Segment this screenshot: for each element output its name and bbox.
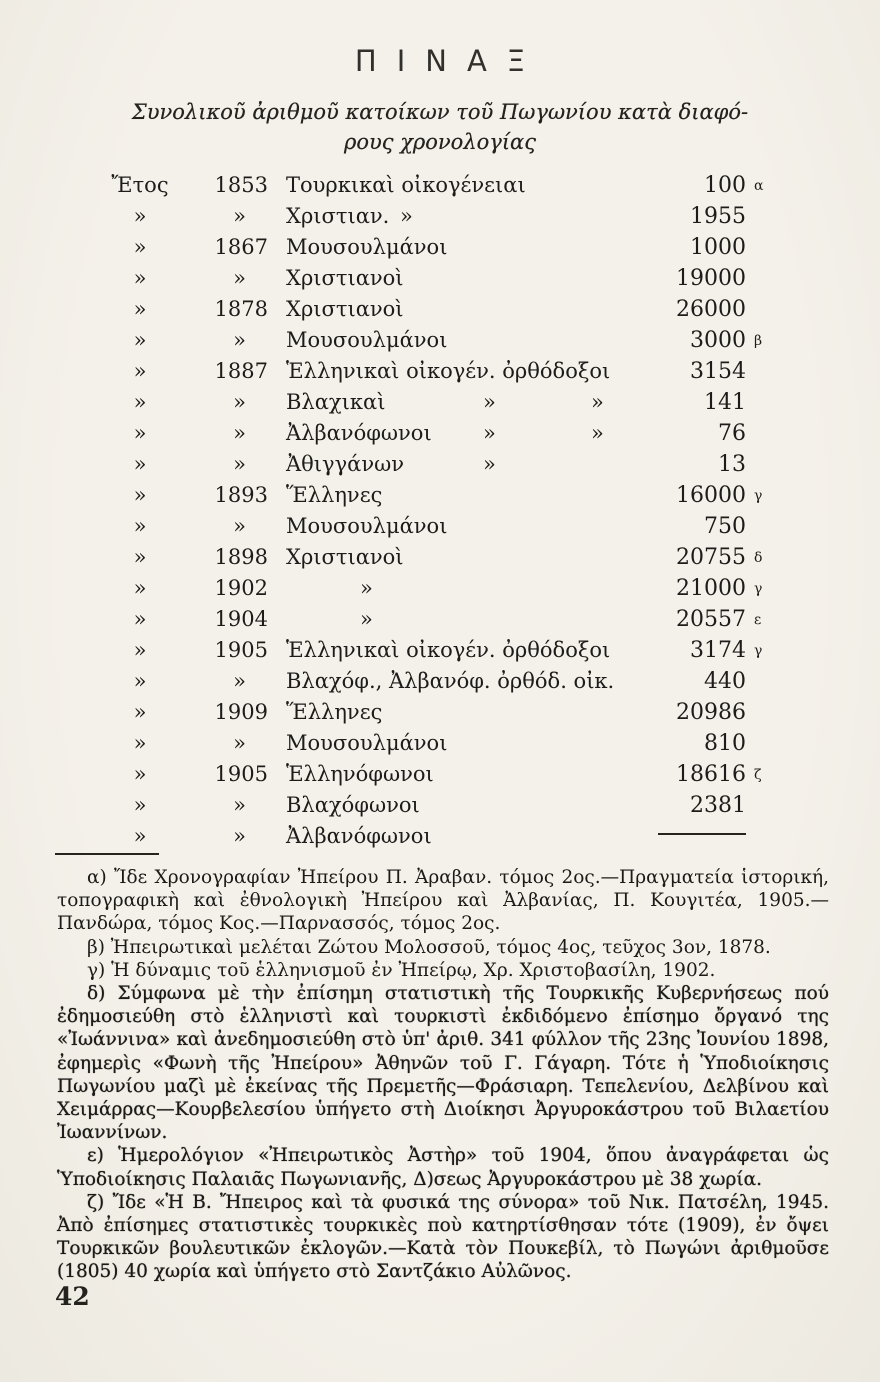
ditto-mark: » <box>591 421 604 445</box>
era-cell: » <box>133 731 147 755</box>
era-cell: » <box>133 235 147 259</box>
value-cell: 100 <box>704 173 746 198</box>
table-row <box>98 542 788 573</box>
population-table <box>98 170 788 852</box>
era-cell: » <box>133 421 147 445</box>
ditto-mark: » <box>400 204 413 228</box>
description-cell: Βλαχόφ., Ἀλβανόφ. ὀρθόδ. οἰκ. <box>286 669 615 693</box>
year-cell: » <box>233 824 246 848</box>
table-row <box>98 294 788 325</box>
note-marker: γ <box>754 643 763 659</box>
year-cell: 1905 <box>214 638 268 662</box>
description-cell: Ἀλβανόφωνοι » » <box>286 418 666 449</box>
table-row <box>98 604 788 635</box>
era-cell: » <box>133 793 147 817</box>
description-cell: Ἑλληνόφωνοι <box>286 762 434 786</box>
table-row <box>98 263 788 294</box>
era-cell: » <box>133 700 147 724</box>
table-row <box>98 573 788 604</box>
table-row <box>98 356 788 387</box>
era-cell: » <box>133 452 147 476</box>
value-cell: 18616 <box>676 762 746 787</box>
ditto-mark: » <box>360 607 373 631</box>
note-marker: ζ <box>754 767 762 783</box>
value-cell: 3154 <box>690 359 746 384</box>
value-cell: 1955 <box>690 204 746 229</box>
year-cell: 1909 <box>214 700 268 724</box>
table-row <box>98 821 788 852</box>
table-row <box>98 666 788 697</box>
year-cell: » <box>233 731 246 755</box>
value-cell: 141 <box>704 390 746 415</box>
description-cell: Τουρκικαὶ οἰκογένειαι <box>286 173 526 197</box>
note-marker: γ <box>754 581 763 597</box>
table-subtitle <box>0 97 880 157</box>
note-marker: β <box>754 333 763 349</box>
description-cell: Μουσουλμάνοι <box>286 514 448 538</box>
year-cell: 1902 <box>214 576 268 600</box>
subtitle-line-1: Συνολικοῦ ἀριθμοῦ κατοίκων τοῦ Πωγωνίου κατὰ διαφό- <box>131 100 749 124</box>
era-cell: » <box>133 762 147 786</box>
table-row <box>98 759 788 790</box>
table-row <box>98 728 788 759</box>
table-row <box>98 170 788 201</box>
page-title: ΠΙΝΑΞ <box>354 44 546 78</box>
year-cell: » <box>233 328 246 352</box>
year-cell: » <box>233 669 246 693</box>
year-cell: » <box>233 421 246 445</box>
ditto-mark: » <box>483 390 496 414</box>
footnote: δ) Σύμφωνα μὲ τὴν ἐπίσημη στατιστικὴ τῆς Τουρκικῆς Κυβερνήσεως πού ἐδημοσιεύθη στὸ ἑλληνιστὶ καὶ τουρκιστὶ ἐκδιδόμενο ἐπίσημο ὄργανό της «Ἰωάννινα» καὶ ἀνεδημοσιεύθη στὸ ὑπ' ἀριθ. 341 φύλλον τῆς 23ης Ἰουνίου 1898, ἐφημερὶς «Φωνὴ τῆς Ἠπείρου» Ἀθηνῶν τοῦ Γ. Γάγαρη. Τότε ἡ Ὑποδιοίκησις Πωγωνίου μαζὶ μὲ ἐκείνας τῆς Πρεμετῆς—Φράσιαρη. Τεπελενίου, Δελβίνου καὶ Χειμάρρας—Κουρβελεσίου ὑπήγετο στὴ Διοίκησι Ἀργυροκάστρου τοῦ Βιλαετίου Ἰωαννίνων. <box>57 983 829 1144</box>
year-cell: » <box>233 204 246 228</box>
description-cell: Βλαχικαὶ » » <box>286 387 666 418</box>
era-cell: » <box>133 359 147 383</box>
value-cell: 3174 <box>690 638 746 663</box>
table-row <box>98 418 788 449</box>
era-cell: » <box>133 204 147 228</box>
subtitle-line-2: ρους χρονολογίας <box>344 130 536 154</box>
era-cell: » <box>133 824 147 848</box>
value-cell: 16000 <box>676 483 746 508</box>
value-cell: 20755 <box>676 545 746 570</box>
description-cell: Ἑλληνικαὶ οἰκογέν. ὀρθόδοξοι <box>286 638 611 662</box>
ditto-mark: » <box>483 452 496 476</box>
ditto-mark: » <box>591 390 604 414</box>
table-row <box>98 697 788 728</box>
table-row <box>98 511 788 542</box>
year-cell: 1904 <box>214 607 268 631</box>
era-cell: » <box>133 669 147 693</box>
era-cell: » <box>133 576 147 600</box>
description-cell: Ἀθιγγάνων » <box>286 449 666 480</box>
table-row <box>98 232 788 263</box>
era-cell: » <box>133 390 147 414</box>
value-cell: 440 <box>704 669 746 694</box>
footnote: ε) Ἡμερολόγιον «Ἠπειρωτικὸς Ἀστὴρ» τοῦ 1904, ὅπου ἀναγράφεται ὡς Ὑποδιοίκησις Παλαιᾶς Πωγωνιανῆς, Δ)σεως Ἀργυροκάστρου μὲ 38 χωρία. <box>57 1145 829 1190</box>
value-cell: 20986 <box>676 700 746 725</box>
description-cell: Χριστιανοὶ <box>286 297 404 321</box>
era-cell: » <box>133 607 147 631</box>
value-cell <box>634 821 746 852</box>
description-cell: Ἑλληνικαὶ οἰκογέν. ὀρθόδοξοι <box>286 359 611 383</box>
value-cell: 3000 <box>690 328 746 353</box>
description-cell: Χριστιαν. » <box>286 201 666 232</box>
description-cell: Μουσουλμάνοι <box>286 328 448 352</box>
table-row <box>98 387 788 418</box>
page-number: 42 <box>55 1282 90 1311</box>
era-cell: Ἔτος <box>111 173 169 197</box>
description-cell: Χριστιανοὶ <box>286 266 404 290</box>
year-cell: » <box>233 514 246 538</box>
table-row <box>98 480 788 511</box>
table-row <box>98 635 788 666</box>
era-cell: » <box>133 514 147 538</box>
value-cell: 26000 <box>676 297 746 322</box>
value-cell: 2381 <box>690 793 746 818</box>
value-cell: 810 <box>704 731 746 756</box>
footnote-separator <box>55 853 159 855</box>
table-row <box>98 790 788 821</box>
year-cell: » <box>233 452 246 476</box>
footnote: β) Ἠπειρωτικαὶ μελέται Ζώτου Μολοσσοῦ, τόμος 4ος, τεῦχος 3ον, 1878. <box>87 936 771 958</box>
era-cell: » <box>133 297 147 321</box>
year-cell: » <box>233 266 246 290</box>
description-cell: Ἕλληνες <box>286 483 383 507</box>
era-cell: » <box>133 328 147 352</box>
era-cell: » <box>133 266 147 290</box>
description-cell: Βλαχόφωνοι <box>286 793 420 817</box>
description-cell: Μουσουλμάνοι <box>286 731 448 755</box>
value-cell: 76 <box>718 421 746 446</box>
year-cell: 1893 <box>214 483 268 507</box>
value-cell: 19000 <box>676 266 746 291</box>
era-cell: » <box>133 545 147 569</box>
footnote: α) Ἴδε Χρονογραφίαν Ἠπείρου Π. Ἀραβαν. τόμος 2ος.—Πραγματεία ἱστορική, τοπογραφικὴ καὶ ἐθνολογικὴ Ἠπείρου καὶ Ἀλβανίας, Π. Κουγιτέα, 1905.— Πανδώρα, τόμος Κος.—Παρνασσός, τόμος 2ος. <box>57 867 829 935</box>
description-cell: Χριστιανοὶ <box>286 545 404 569</box>
value-cell: 13 <box>718 452 746 477</box>
table-row <box>98 201 788 232</box>
footnote: ζ) Ἴδε «Ἡ Β. Ἤπειρος καὶ τὰ φυσικά της σύνορα» τοῦ Νικ. Πατσέλη, 1945. Ἀπὸ ἐπίσημες στατιστικὲς τουρκικὲς ποὺ κατηρτίσθησαν τότε (1909), ἐν ὄψει Τουρκικῶν βουλευτικῶν ἐκλογῶν.—Κατὰ τὸν Πουκεβίλ, τὸ Πωγώνι ἀριθμοῦσε (1805) 40 χωρία καὶ ὑπήγετο στὸ Σαντζάκιο Αὐλῶνος. <box>57 1191 829 1283</box>
value-cell: 21000 <box>676 576 746 601</box>
ditto-mark: » <box>483 421 496 445</box>
description-cell: Ἀλβανόφωνοι <box>286 824 432 848</box>
value-cell: 20557 <box>676 607 746 632</box>
note-marker: δ <box>754 550 763 566</box>
year-cell: 1905 <box>214 762 268 786</box>
table-row <box>98 325 788 356</box>
footnote: γ) Ἡ δύναμις τοῦ ἑλληνισμοῦ ἐν Ἠπείρῳ, Χρ. Χριστοβασίλη, 1902. <box>87 959 716 981</box>
year-cell: 1867 <box>214 235 268 259</box>
note-marker: ε <box>754 612 762 628</box>
year-cell: 1853 <box>214 173 268 197</box>
sum-line <box>658 833 746 835</box>
note-marker: α <box>754 178 764 194</box>
table-row <box>98 449 788 480</box>
ditto-mark: » <box>360 576 373 600</box>
era-cell: » <box>133 638 147 662</box>
era-cell: » <box>133 483 147 507</box>
note-marker: γ <box>754 488 763 504</box>
year-cell: 1878 <box>214 297 268 321</box>
value-cell: 750 <box>704 514 746 539</box>
description-cell: Ἕλληνες <box>286 700 383 724</box>
year-cell: 1898 <box>214 545 268 569</box>
year-cell: 1887 <box>214 359 268 383</box>
year-cell: » <box>233 390 246 414</box>
value-cell: 1000 <box>690 235 746 260</box>
year-cell: » <box>233 793 246 817</box>
footnotes-section <box>57 866 829 1284</box>
description-cell: Μουσουλμάνοι <box>286 235 448 259</box>
